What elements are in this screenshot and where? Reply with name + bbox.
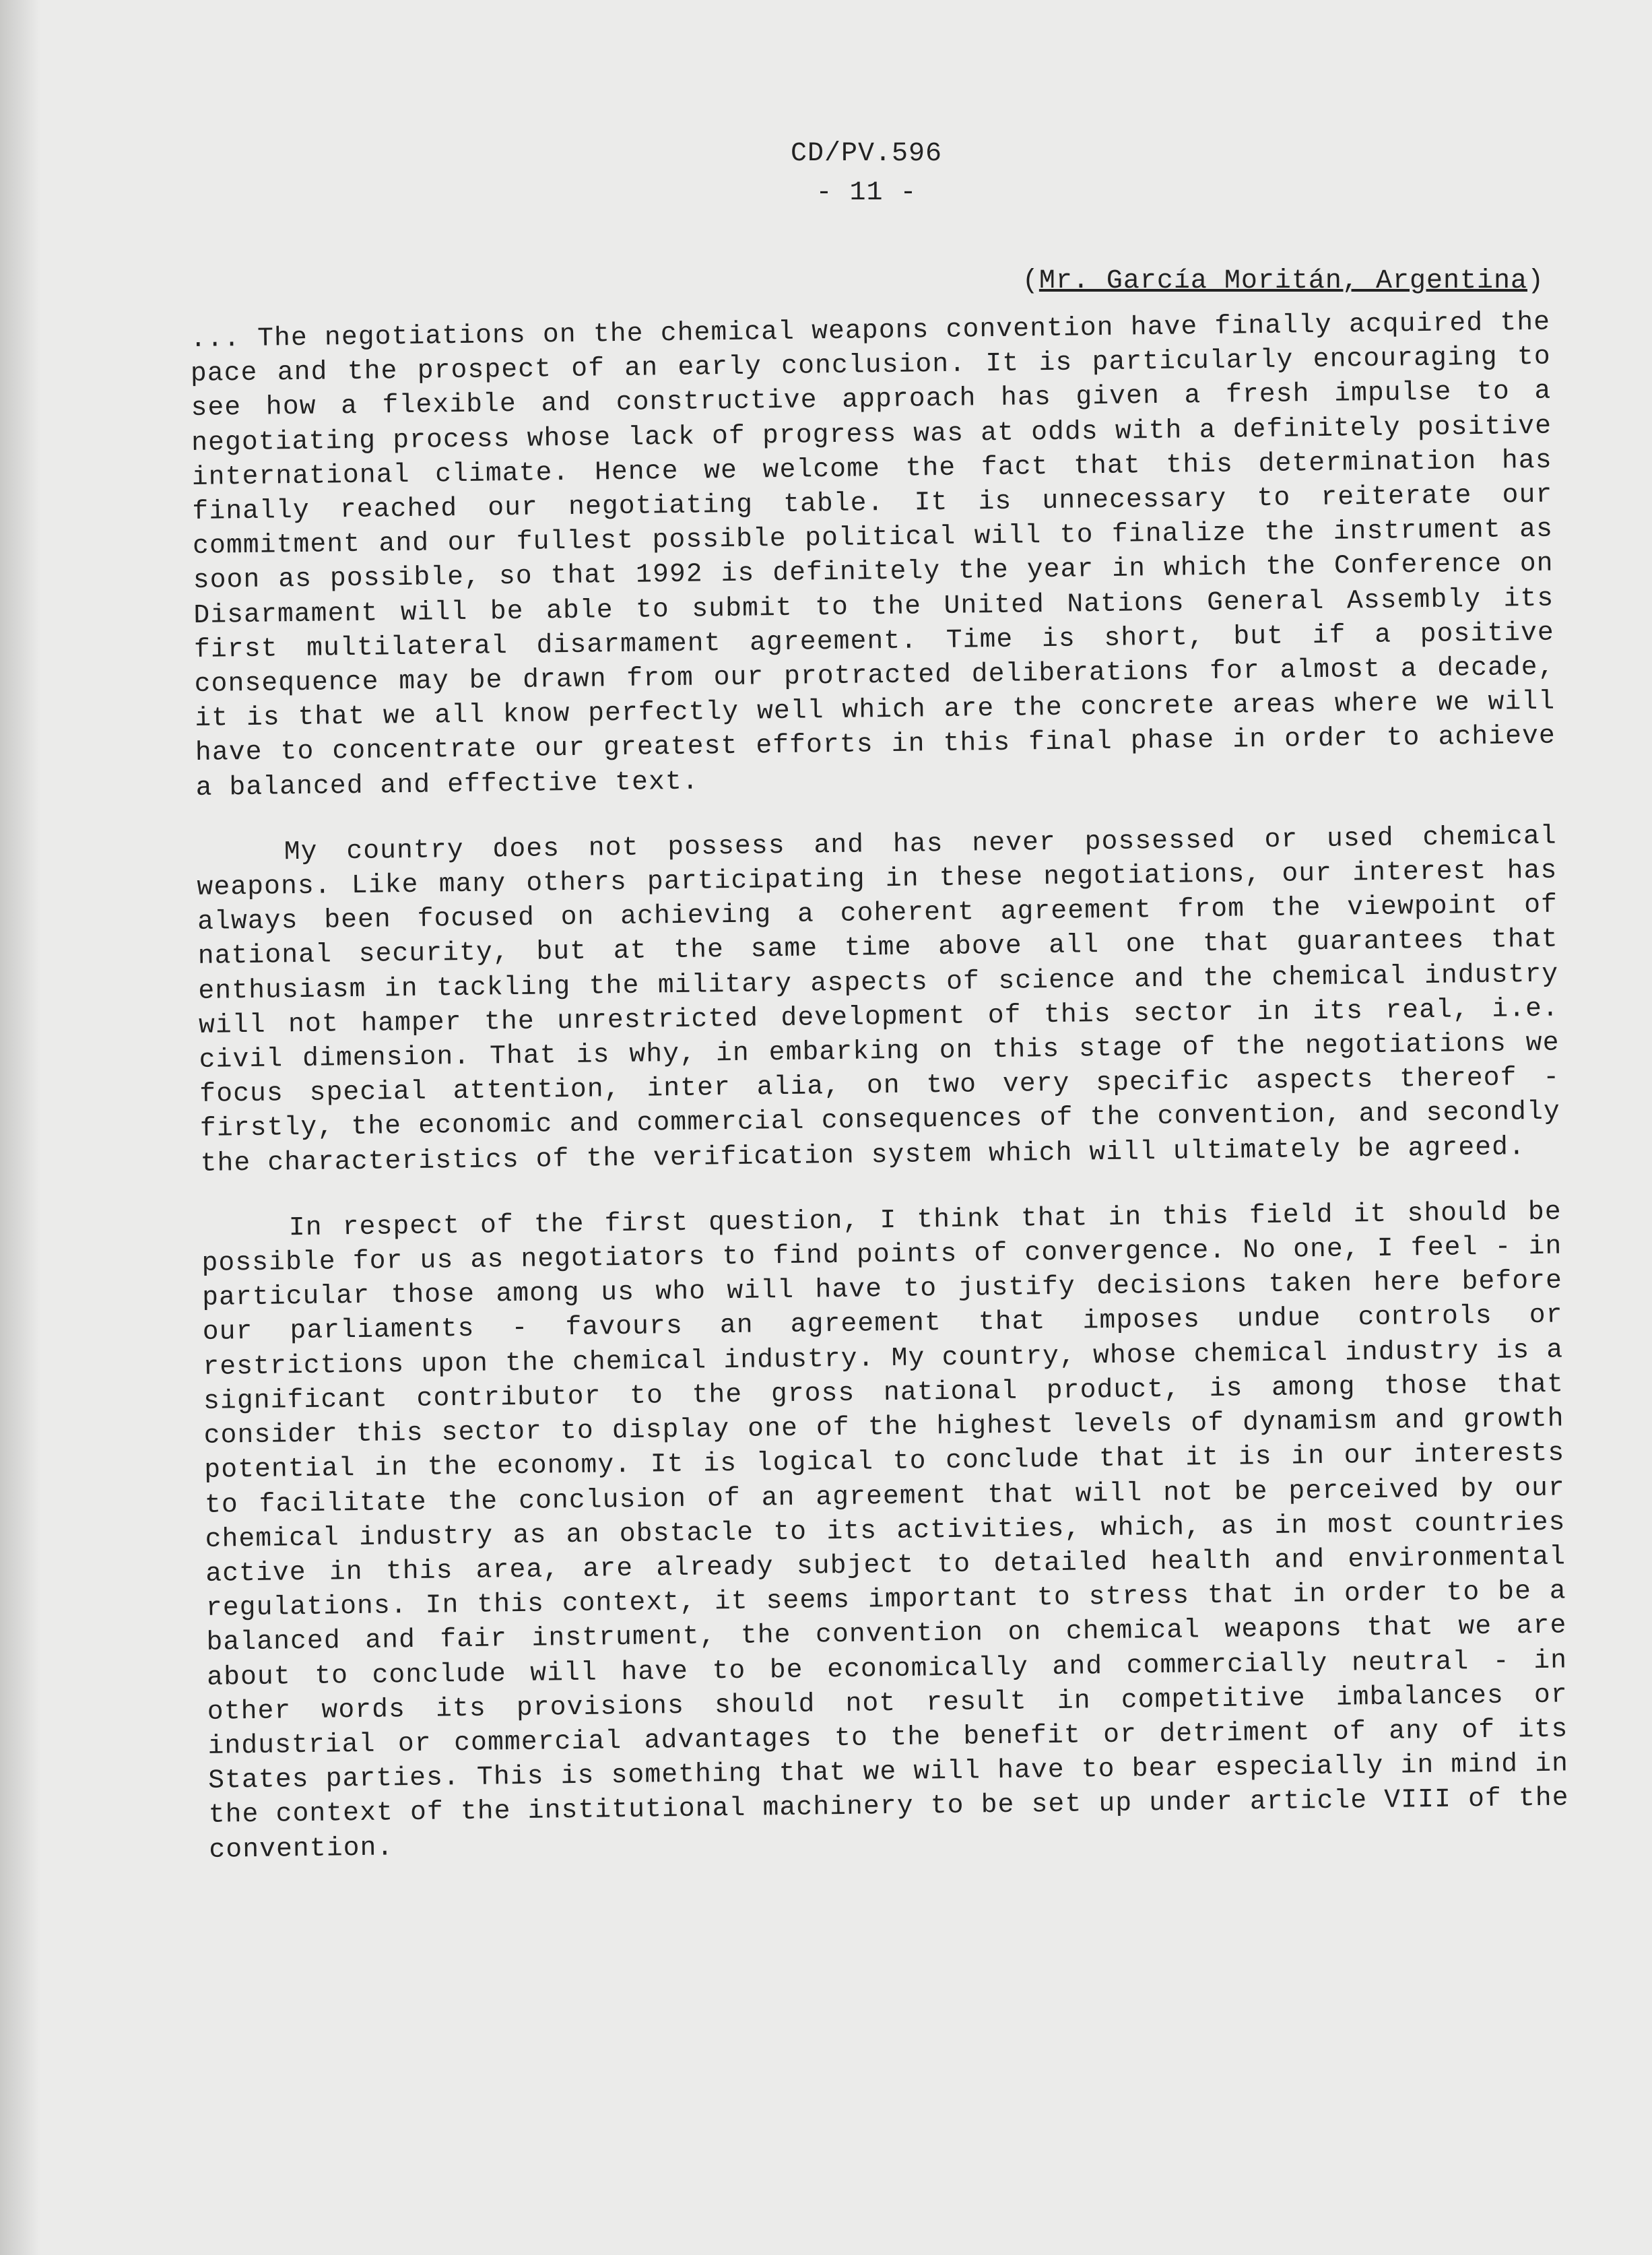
page-edge-shadow <box>0 0 40 2255</box>
paragraph-3: In respect of the first question, I think that in this field it should be possible for us as negotiators to find points of convergence. No one, I feel - in particular those among us who will have to justify decisions taken here before our parliaments - favours an agreement that imposes undue controls or restrictions upon the chemical industry. My country, whose chemical industry is a significant contributor to the gross national product, is among those that consider this sector to display one of the highest levels of dynamism and growth potential in the economy. It is logical to conclude that it is in our interests to facilitate the conclusion of an agreement that will not be perceived by our chemical industry as an obstacle to its activities, which, as in most countries active in this area, are already subject to detailed health and environmental regulations. In this context, it seems important to stress that in order to be a balanced and fair instrument, the convention on chemical weapons that we are about to conclude will have to be economically and commercially neutral - in other words its provisions should not result in competitive imbalances or industrial or commercial advantages to the benefit or detriment of any of its States parties. This is something that we will have to bear especially in mind in the context of the institutional machinery to be set up under article VIII of the convention. <box>201 1196 1569 1865</box>
page-number: - 11 - <box>816 178 917 208</box>
paragraph-2: My country does not possess and has never possessed or used chemical weapons. Like many others participating in these negotiations, our interest has always been focused on achieving a coherent agreement from the viewpoint of national security, but at the same time above all one that guarantees that enthusiasm in tackling the military aspects of science and the chemical industry will not hamper the unrestricted development of this sector in its real, i.e. civil dimension. That is why, in embarking on this stage of the negotiations we focus special attention, inter alia, on two very specific aspects thereof - firstly, the economic and commercial consequences of the convention, and secondly the characteristics of the verification system which will ultimately be agreed. <box>197 820 1561 1179</box>
speaker-attribution: (Mr. García Moritán, Argentina) <box>1022 266 1544 296</box>
document-id: CD/PV.596 <box>790 139 943 169</box>
speech-body <box>190 305 1570 1898</box>
paragraph-1: ... The negotiations on the chemical weapons convention have finally acquired the pace and the prospect of an early conclusion. It is particularly encouraging to see how a flexible and constructive approach has given a fresh impulse to a negotiating process whose lack of progress was at odds with a definitely positive international climate. Hence we welcome the fact that this determination has finally reached our negotiating table. It is unnecessary to reiterate our commitment and our fullest possible political will to finalize the instrument as soon as possible, so that 1992 is definitely the year in which the Conference on Disarmament will be able to submit to the United Nations General Assembly its first multilateral disarmament agreement. Time is short, but if a positive consequence may be drawn from our protracted deliberations for almost a decade, it is that we all know perfectly well which are the concrete areas where we will have to concentrate our greatest efforts in this final phase in order to achieve a balanced and effective text. <box>190 306 1556 803</box>
document-header <box>0 135 1652 213</box>
speaker-name: Mr. García Moritán, Argentina <box>1038 266 1527 296</box>
